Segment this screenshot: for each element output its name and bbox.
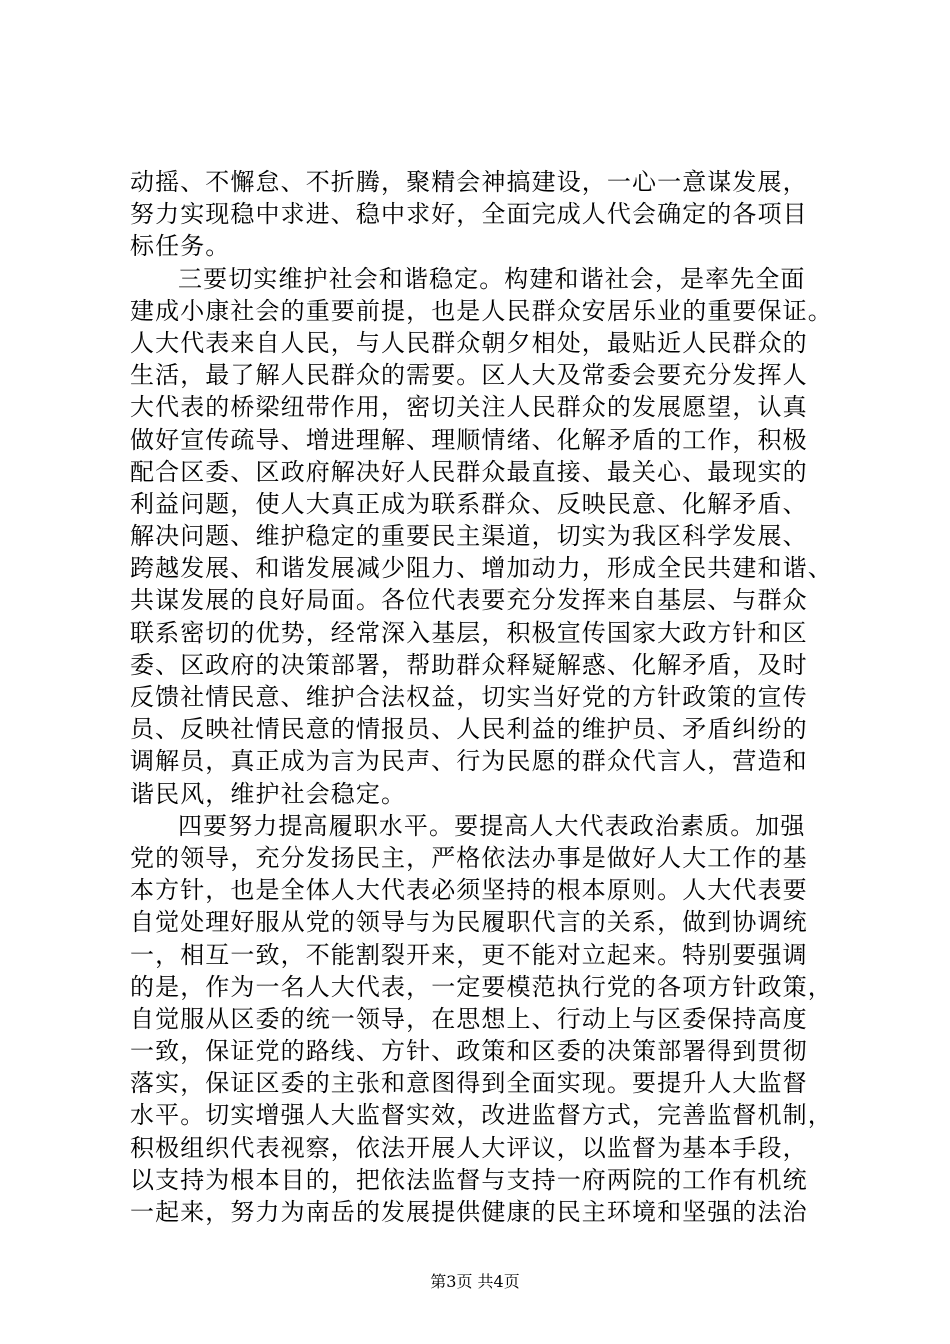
text-line: 建成小康社会的重要前提，也是人民群众安居乐业的重要保证。	[130, 296, 833, 325]
text-line: 动摇、不懈怠、不折腾，聚精会神搞建设，一心一意谋发展，	[130, 168, 808, 196]
text-line: 利益问题，使人大真正成为联系群众、反映民意、化解矛盾、	[130, 489, 808, 518]
body-text	[130, 166, 833, 1228]
text-line: 以支持为根本目的，把依法监督与支持一府两院的工作有机统	[130, 1165, 808, 1194]
text-line: 共谋发展的良好局面。各位代表要充分发挥来自基层、与群众	[130, 586, 808, 615]
text-line: 三要切实维护社会和谐稳定。构建和谐社会，是率先全面	[178, 264, 806, 293]
text-line: 大代表的桥梁纽带作用，密切关注人民群众的发展愿望，认真	[130, 393, 808, 422]
text-line: 员、反映社情民意的情报员、人民利益的维护员、矛盾纠纷的	[130, 715, 808, 744]
text-line: 努力实现稳中求进、稳中求好，全面完成人代会确定的各项目	[130, 200, 808, 229]
text-line: 生活，最了解人民群众的需要。区人大及常委会要充分发挥人	[130, 361, 808, 390]
text-line: 跨越发展、和谐发展减少阻力、增加动力，形成全民共建和谐、	[130, 554, 833, 583]
text-line: 落实，保证区委的主张和意图得到全面实现。要提升人大监督	[130, 1069, 808, 1098]
text-line: 标任务。	[130, 232, 231, 261]
text-line: 解决问题、维护稳定的重要民主渠道，切实为我区科学发展、	[130, 522, 808, 551]
text-line: 积极组织代表视察，依法开展人大评议，以监督为基本手段，	[130, 1133, 808, 1162]
text-line: 自觉处理好服从党的领导与为民履职代言的关系，做到协调统	[130, 908, 808, 937]
text-line: 谐民风，维护社会稳定。	[130, 779, 407, 808]
text-line: 调解员，真正成为言为民声、行为民愿的群众代言人，营造和	[130, 747, 808, 776]
text-line: 的是，作为一名人大代表，一定要模范执行党的各项方针政策，	[130, 972, 833, 1001]
text-line: 反馈社情民意、维护合法权益，切实当好党的方针政策的宣传	[130, 683, 808, 711]
text-line: 委、区政府的决策部署，帮助群众释疑解惑、化解矛盾，及时	[130, 650, 808, 679]
text-line: 一起来，努力为南岳的发展提供健康的民主环境和坚强的法治	[130, 1198, 808, 1226]
text-line: 人大代表来自人民，与人民群众朝夕相处，最贴近人民群众的	[130, 328, 808, 357]
text-line: 水平。切实增强人大监督实效，改进监督方式，完善监督机制，	[130, 1101, 833, 1130]
text-line: 本方针，也是全体人大代表必须坚持的根本原则。人大代表要	[130, 876, 808, 905]
page-footer: 第3页 共4页	[430, 1272, 520, 1291]
text-line: 自觉服从区委的统一领导，在思想上、行动上与区委保持高度	[130, 1004, 808, 1033]
text-line: 联系密切的优势，经常深入基层，积极宣传国家大政方针和区	[130, 618, 808, 647]
text-line: 党的领导，充分发扬民主，严格依法办事是做好人大工作的基	[130, 843, 808, 872]
text-line: 一致，保证党的路线、方针、政策和区委的决策部署得到贯彻	[130, 1037, 808, 1066]
text-line: 四要努力提高履职水平。要提高人大代表政治素质。加强	[178, 811, 806, 840]
text-line: 配合区委、区政府解决好人民群众最直接、最关心、最现实的	[130, 457, 808, 486]
text-line: 做好宣传疏导、增进理解、理顺情绪、化解矛盾的工作，积极	[130, 425, 808, 454]
text-line: 一，相互一致，不能割裂开来，更不能对立起来。特别要强调	[130, 940, 808, 969]
